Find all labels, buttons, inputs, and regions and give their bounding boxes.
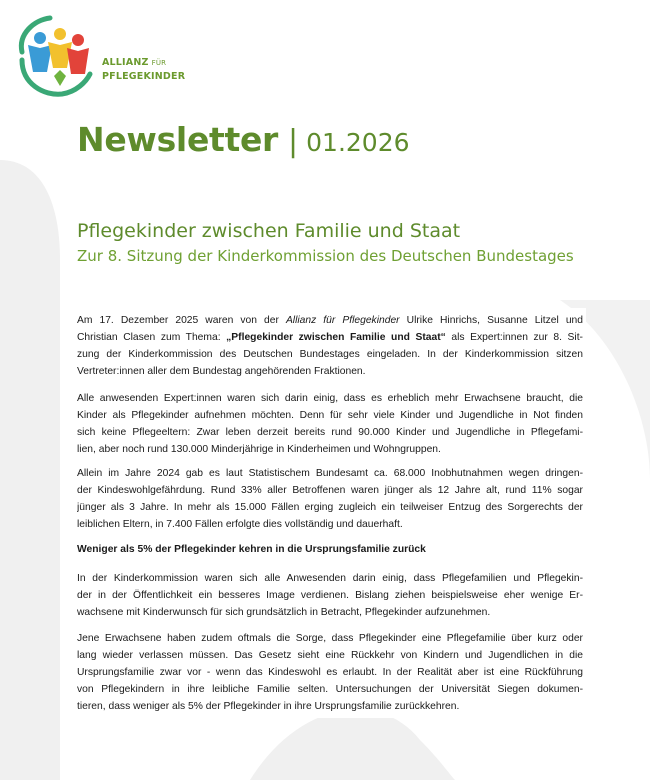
text-line: der in der Öffentlichkeit ein besseres Image verdienen. Bislang ziehen beispielsweise eher wenige Er- xyxy=(77,590,583,601)
text-line: Kinder als Pflegekinder aufnehmen möchten. Denn für sehr viele Kinder und Jugendliche in Not finden xyxy=(77,410,583,421)
paragraph-statistics xyxy=(77,465,583,533)
text-line: jünger als 3 Jahre. In mehr als 15.000 Fällen erging zugleich ein teilweiser Entzug des Sorgerechts der xyxy=(77,502,583,513)
article-headline: Pflegekinder zwischen Familie und Staat xyxy=(77,220,461,242)
text-line: wachsene mit Kinderwunsch für sich grundsätzlich in Betracht, Pflegekinder aufzunehmen. xyxy=(77,607,491,618)
text-line: von Pflegekindern in ihre leibliche Familie selten. Untersuchungen der Universität Siegen dokumen- xyxy=(77,684,583,695)
paragraph-experts xyxy=(77,390,583,458)
organization-name: Allianz für Pflegekinder xyxy=(285,315,400,326)
text-line: Ursprungsfamilie zwar vor - wenn das Kindeswohl es erlaubt. In der Realität aber ist eine Rückführung xyxy=(77,667,583,678)
paragraph-intro xyxy=(77,312,583,380)
text-line: Christian Clasen zum Thema: „Pflegekinder zwischen Familie und Staat“ als Expert:innen zur 8. Sit- xyxy=(77,332,583,343)
session-topic: „Pflegekinder zwischen Familie und Staat“ xyxy=(226,332,446,343)
text-line: Am 17. Dezember 2025 waren von der Allianz für Pflegekinder Ulrike Hinrichs, Susanne Litzel und xyxy=(77,315,583,326)
newsletter-title xyxy=(77,120,410,159)
text-line: In der Kinderkommission waren sich alle Anwesenden darin einig, dass Pflegefamilien und Pflegekin- xyxy=(77,573,583,584)
issue-number: 01.2026 xyxy=(306,128,410,157)
text-line: tieren, dass weniger als 5% der Pflegekinder in ihre Ursprungsfamilie zurückkehren. xyxy=(77,701,460,712)
text-line: Allein im Jahre 2024 gab es laut Statistischem Bundesamt ca. 68.000 Inobhutnahmen wegen dringen- xyxy=(77,468,583,479)
organization-logo xyxy=(14,12,186,98)
logo-line1-small: FÜR xyxy=(151,59,167,67)
text-line: Vertreter:innen aller dem Bundestag angehörenden Fraktionen. xyxy=(77,366,366,377)
text-line: Jene Erwachsene haben zudem oftmals die Sorge, dass Pflegekinder eine Pflegefamilie über kurz oder xyxy=(77,633,583,644)
logo-line2: PFLEGEKINDER xyxy=(102,71,186,82)
article-subheadline: Zur 8. Sitzung der Kinderkommission des Deutschen Bundestages xyxy=(77,247,574,265)
logo-line1: ALLIANZ xyxy=(102,57,149,68)
text-line: der Kindeswohlgefährdung. Rund 33% aller Betroffenen waren jünger als 12 Jahre alt, rund 11% sogar xyxy=(77,485,583,496)
article-body xyxy=(74,308,586,718)
paragraph-image xyxy=(77,570,583,621)
text-line: Alle anwesenden Expert:innen waren sich darin einig, dass es erheblich mehr Erwachsene braucht, die xyxy=(77,393,583,404)
text-line: sich keine Pflegeeltern: Zwar leben derzeit bereits rund 90.000 Kinder und Jugendliche in Pflegefami- xyxy=(77,427,583,438)
title-separator: | xyxy=(288,124,299,159)
family-figures-icon xyxy=(14,12,104,98)
text-line: zung der Kinderkommission des Deutschen Bundestages eingeladen. In der Kinderkommission sitzen xyxy=(77,349,583,360)
text-line: leiblichen Eltern, in 7.400 Fällen erfolgte dies vollständig und dauerhaft. xyxy=(77,519,403,530)
section-subheading: Weniger als 5% der Pflegekinder kehren in die Ursprungsfamilie zurück xyxy=(77,544,426,555)
text-line: lien, aber noch rund 130.000 Minderjährige in Kinderheimen und Wohngruppen. xyxy=(77,444,441,455)
text-line: lang wieder verlassen müssen. Das Gesetz sieht eine Rückkehr von Kindern und Jugendlichen in die xyxy=(77,650,583,661)
paragraph-return xyxy=(77,630,583,715)
newsletter-word: Newsletter xyxy=(77,120,279,159)
